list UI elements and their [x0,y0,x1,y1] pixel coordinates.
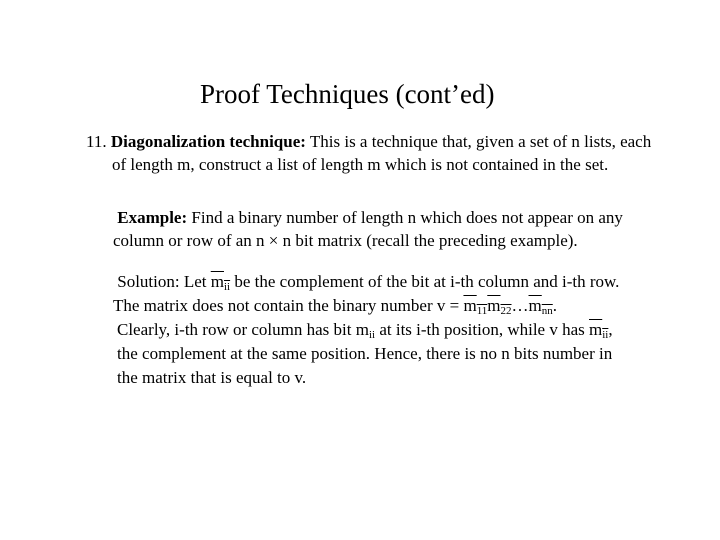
example-line-2: column or row of an n × n bit matrix (recall the preceding example). [113,231,578,250]
m-ii-bar: $m_{ii}$ [210,272,231,293]
m-11-bar: $m_{11}$ [463,296,488,317]
solution-block [113,270,703,390]
item-11 [86,130,706,176]
solution-line-3: Clearly, i-th row or column has bit $m_{ii}$ at its i-th position, while v has $m_{ii}$, [117,320,613,341]
item-heading: Diagonalization technique: [110,132,306,151]
example-block [113,206,693,252]
item-11-text-1: This is a technique that, given a set of n lists, each [309,132,652,151]
solution-text-2a: The matrix does not contain the binary number v = [113,296,464,315]
solution-text-3b: at its i-th position, while v has [375,320,589,339]
slide-title: Proof Techniques (cont’ed) [200,79,495,109]
m-ii-bar-2: $m_{ii}$ [589,320,609,341]
example-line-1 [113,206,693,229]
ellipsis: … [511,296,529,315]
item-number: 11. [86,132,107,151]
solution-line-2: The matrix does not contain the binary number $v = m_{11}m_{22}\dots m_{nn}$. [113,296,557,317]
item-11-line-1 [86,130,706,153]
example-label: Example: [117,208,188,227]
example-text-1: Find a binary number of length n which does not appear on any [191,208,623,227]
solution-line-5: the matrix that is equal to v. [117,368,307,387]
solution-text-1b: be the complement of the bit at i-th column and i-th row. [230,272,620,291]
m-nn-bar: $m_{nn}$ [528,296,553,317]
solution-text-3a: Clearly, i-th row or column has bit m [117,320,369,339]
solution-line-4: the complement at the same position. Hence, there is no n bits number in [117,344,613,363]
solution-line-1 [113,270,703,294]
solution-text-1a: Solution: Let [117,272,211,291]
m-22-bar: $m_{22}$ [487,296,512,317]
item-11-line-2: of length m, construct a list of length m which is not contained in the set. [112,155,609,174]
